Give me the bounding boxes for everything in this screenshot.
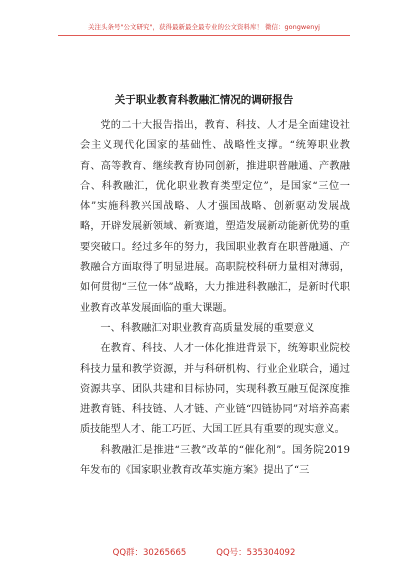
footer-qq-number: QQ号：535304092 [216, 548, 296, 558]
paragraph-reform: 科教融汇是推进“三教”改革的“催化剂”。国务院2019年发布的《国家职业教育改革实施方案》提出了“三 [80, 444, 350, 477]
paragraph-significance: 在教育、科技、人才一体化推进背景下，统筹职业院校科技力量和教学资源，并与科研机构、行业企业联合，通过资源共享、团队共建和目标协同，实现科教互融互促深度推进教育链、科技链、人才链、产业链“四链协同”对培养高素质技能型人才、能工巧匠、大国工匠具有重要的现实意义。 [80, 343, 350, 436]
document-body [80, 116, 350, 481]
footer-qq-group: QQ群：30265665 [112, 548, 187, 558]
paragraph-intro: 党的二十大报告指出，教育、科技、人才是全面建设社会主义现代化国家的基础性、战略性支撑。“统筹职业教育、高等教育、继续教育协同创新，推进职普融通、产教融合、科教融汇，优化职业教育类型定位”，是国家“三位一体”实施科教兴国战略、人才强国战略、创新驱动发展战略，开辟发展新领域、新赛道，塑造发展新动能新优势的重要突破口。经过多年的努力，我国职业教育在职普融通、产教融合方面取得了明显进展。高职院校科研力量相对薄弱，如何贯彻“三位一体”战略，大力推进科教融汇，是新时代职业教育改革发展面临的重大课题。 [80, 120, 350, 314]
section-heading: 一、科教融汇对职业教育高质量发展的重要意义 [100, 322, 315, 334]
document-title: 关于职业教育科教融汇情况的调研报告 [114, 94, 294, 106]
footer-contact [0, 546, 408, 558]
header-note: 关注头条号"公文研究"，获得最新最全最专业的公文资料库！ 微信：gongwenyj [88, 23, 320, 31]
header-divider [58, 35, 350, 36]
